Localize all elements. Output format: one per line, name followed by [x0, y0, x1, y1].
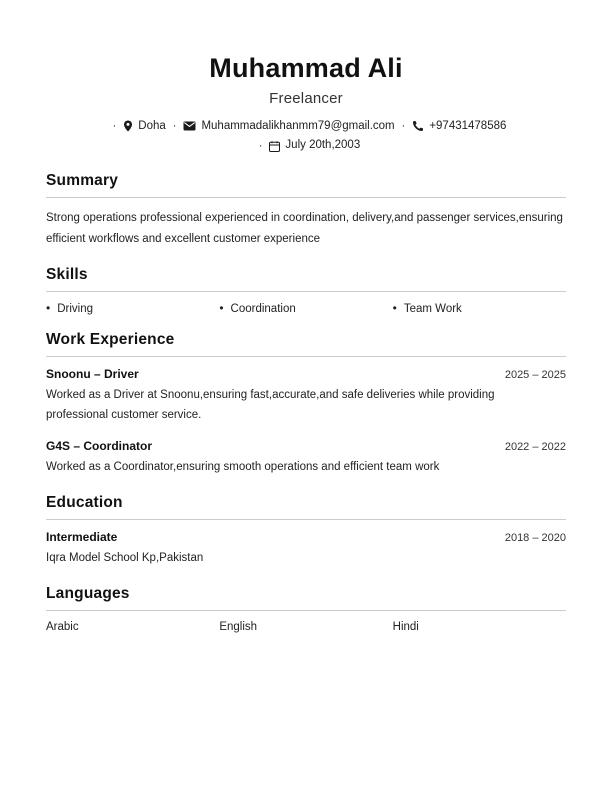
- bullet-icon: •: [219, 301, 224, 316]
- section-title-work-experience: Work Experience: [46, 331, 175, 349]
- language-item: English: [219, 620, 258, 633]
- list-item: [219, 302, 392, 315]
- section-languages: [46, 585, 566, 633]
- phone-icon: [412, 120, 424, 132]
- language-item: Hindi: [392, 620, 419, 633]
- section-education: [46, 494, 566, 569]
- work-entry: [46, 367, 566, 425]
- section-divider: [46, 356, 566, 357]
- contact-row-primary: [46, 117, 566, 137]
- section-title-languages: Languages: [46, 584, 130, 602]
- section-divider: [46, 197, 566, 198]
- section-divider: [46, 519, 566, 520]
- separator-dot: ·: [258, 139, 263, 152]
- work-entry: [46, 439, 566, 478]
- section-work-experience: [46, 331, 566, 478]
- section-divider: [46, 610, 566, 611]
- work-entry-title: G4S – Coordinator: [46, 439, 153, 454]
- contact-location-text: Doha: [138, 119, 166, 132]
- skill-label: Driving: [57, 303, 93, 316]
- separator-dot: ·: [401, 119, 406, 132]
- section-title-skills: Skills: [46, 266, 88, 284]
- separator-dot: ·: [172, 119, 177, 132]
- education-entry-header: [46, 530, 566, 544]
- section-skills: [46, 266, 566, 315]
- work-entry-dates: 2025 – 2025: [504, 369, 566, 382]
- education-entry: [46, 530, 566, 569]
- education-entry-dates: 2018 – 2020: [504, 531, 566, 544]
- bullet-icon: •: [392, 301, 397, 316]
- section-title-education: Education: [46, 493, 123, 511]
- list-item: [46, 302, 219, 315]
- envelope-icon: [183, 121, 196, 131]
- contact-location: [106, 117, 166, 137]
- contact-row-secondary: [46, 136, 566, 156]
- contact-phone: [395, 117, 507, 137]
- work-entry-header: [46, 439, 566, 453]
- work-entry-header: [46, 367, 566, 381]
- location-pin-icon: [123, 120, 133, 132]
- list-item: [393, 302, 566, 315]
- bullet-icon: •: [46, 301, 51, 316]
- calendar-icon: [269, 141, 280, 152]
- contact-birthdate: [252, 136, 360, 156]
- candidate-role: Freelancer: [269, 89, 343, 107]
- work-entry-description: Worked as a Coordinator,ensuring smooth operations and efficient team work: [46, 461, 440, 474]
- contact-email-text: Muhammadalikhanmm79@gmail.com: [201, 119, 395, 132]
- section-divider: [46, 291, 566, 292]
- resume-header: [46, 54, 566, 156]
- work-entry-title: Snoonu – Driver: [46, 367, 139, 382]
- education-entry-title: Intermediate: [46, 529, 118, 544]
- skill-label: Coordination: [230, 303, 296, 316]
- work-entry-dates: 2022 – 2022: [504, 441, 566, 454]
- section-title-summary: Summary: [46, 171, 119, 189]
- candidate-name: Muhammad Ali: [209, 53, 403, 83]
- skills-list: [46, 302, 566, 315]
- work-entry-description: Worked as a Driver at Snoonu,ensuring fast,accurate,and safe deliveries while providing professional customer service.: [46, 389, 495, 421]
- contact-birthdate-text: July 20th,2003: [285, 139, 361, 152]
- contact-email: [166, 117, 395, 137]
- summary-text: Strong operations professional experienced in coordination, delivery,and passenger services,ensuring efficient workflows and excellent customer experience: [46, 211, 563, 246]
- separator-dot: ·: [112, 119, 117, 132]
- skill-label: Team Work: [403, 303, 462, 316]
- contact-phone-text: +97431478586: [429, 119, 507, 132]
- languages-list: [46, 621, 566, 633]
- section-summary: [46, 172, 566, 251]
- education-entry-description: Iqra Model School Kp,Pakistan: [46, 551, 204, 564]
- language-item: Arabic: [46, 620, 79, 633]
